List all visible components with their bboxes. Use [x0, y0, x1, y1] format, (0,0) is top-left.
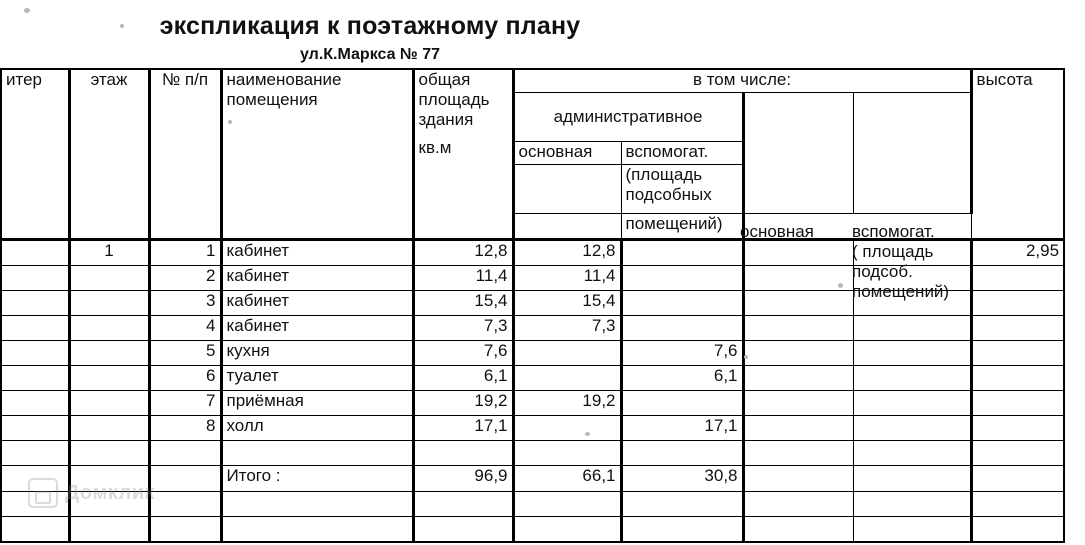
cell-admin-main: 19,2	[513, 391, 621, 416]
header-total-line1: общая	[418, 70, 471, 89]
cell-empty	[221, 517, 413, 543]
page-title: экспликация к поэтажному плану	[159, 12, 581, 40]
cell-other-aux	[853, 416, 971, 441]
table-row-empty	[1, 517, 1064, 543]
cell-total-area: 7,6	[413, 341, 513, 366]
cell-height	[971, 341, 1064, 366]
cell-other-aux	[853, 391, 971, 416]
cell-room-name: кабинет	[221, 266, 413, 291]
header-other-aux-group	[853, 93, 971, 214]
cell-admin-aux	[621, 291, 743, 316]
cell-liter	[1, 316, 69, 341]
total-number	[149, 466, 221, 492]
table-row-empty	[1, 492, 1064, 517]
cell-other-aux	[853, 341, 971, 366]
cell-other-main	[743, 441, 853, 466]
total-admin-main: 66,1	[513, 466, 621, 492]
cell-liter	[1, 416, 69, 441]
cell-admin-main: 12,8	[513, 240, 621, 266]
total-liter	[1, 466, 69, 492]
cell-room-name: приёмная	[221, 391, 413, 416]
header-room-name	[221, 69, 413, 240]
cell-empty	[69, 517, 149, 543]
cell-admin-main	[513, 416, 621, 441]
cell-empty	[621, 492, 743, 517]
cell-liter	[1, 441, 69, 466]
cell-liter	[1, 291, 69, 316]
cell-total-area: 12,8	[413, 240, 513, 266]
cell-empty	[1, 492, 69, 517]
cell-floor	[69, 341, 149, 366]
cell-admin-aux: 7,6	[621, 341, 743, 366]
cell-empty	[621, 517, 743, 543]
header-other-aux-line2: ( площадь	[852, 242, 934, 262]
header-other-main-group	[743, 93, 853, 214]
cell-admin-main: 11,4	[513, 266, 621, 291]
cell-other-aux	[853, 316, 971, 341]
header-including: в том числе:	[513, 69, 971, 93]
cell-room-name: холл	[221, 416, 413, 441]
cell-admin-aux	[621, 391, 743, 416]
cell-other-main	[743, 291, 853, 316]
cell-total-area: 6,1	[413, 366, 513, 391]
cell-number: 6	[149, 366, 221, 391]
header-admin-aux-line4: помещений)	[621, 214, 743, 240]
cell-total-area: 11,4	[413, 266, 513, 291]
cell-floor	[69, 416, 149, 441]
table-row	[1, 341, 1064, 366]
header-other-main-label: основная	[740, 222, 814, 241]
cell-number: 4	[149, 316, 221, 341]
cell-empty	[513, 492, 621, 517]
cell-height	[971, 291, 1064, 316]
header-total-line3: здания	[418, 110, 474, 130]
cell-room-name: туалет	[221, 366, 413, 391]
cell-admin-main	[513, 441, 621, 466]
cell-floor	[69, 391, 149, 416]
total-total-area: 96,9	[413, 466, 513, 492]
header-number: № п/п	[149, 69, 221, 240]
cell-room-name: кабинет	[221, 291, 413, 316]
cell-empty	[853, 492, 971, 517]
cell-room-name	[221, 441, 413, 466]
cell-other-main	[743, 341, 853, 366]
cell-empty	[743, 517, 853, 543]
cell-number: 1	[149, 240, 221, 266]
cell-empty	[971, 517, 1064, 543]
table-total-row	[1, 466, 1064, 492]
cell-total-area: 19,2	[413, 391, 513, 416]
table-row	[1, 391, 1064, 416]
header-liter: итер	[1, 69, 69, 240]
table-row	[1, 366, 1064, 391]
cell-floor	[69, 291, 149, 316]
header-administrative: административное	[513, 93, 743, 142]
header-admin-aux: вспомогат.	[621, 142, 743, 165]
table-row	[1, 316, 1064, 341]
cell-other-aux	[853, 366, 971, 391]
total-admin-aux: 30,8	[621, 466, 743, 492]
total-height	[971, 466, 1064, 492]
header-admin-main-spacer2	[513, 214, 621, 240]
header-total-line2: площадь	[418, 90, 490, 110]
header-other-aux-line4: помещений)	[852, 282, 950, 302]
cell-admin-aux	[621, 441, 743, 466]
cell-number: 8	[149, 416, 221, 441]
cell-empty	[413, 517, 513, 543]
cell-number: 3	[149, 291, 221, 316]
header-height: высота	[971, 69, 1064, 240]
cell-empty	[149, 517, 221, 543]
page-subtitle: ул.К.Маркса № 77	[299, 46, 440, 63]
cell-height	[971, 266, 1064, 291]
cell-empty	[853, 517, 971, 543]
cell-empty	[971, 492, 1064, 517]
header-admin-main-spacer	[513, 165, 621, 214]
cell-height: 2,95	[971, 240, 1064, 266]
cell-liter	[1, 266, 69, 291]
cell-empty	[413, 492, 513, 517]
header-admin-main: основная	[513, 142, 621, 165]
cell-empty	[1, 517, 69, 543]
cell-number: 2	[149, 266, 221, 291]
cell-admin-aux: 6,1	[621, 366, 743, 391]
cell-height	[971, 391, 1064, 416]
cell-admin-aux	[621, 240, 743, 266]
cell-total-area: 7,3	[413, 316, 513, 341]
cell-liter	[1, 240, 69, 266]
cell-admin-aux	[621, 266, 743, 291]
cell-other-main	[743, 391, 853, 416]
header-room-name-line1: наименование	[226, 70, 342, 89]
header-admin-aux-line3: подсобных	[625, 185, 712, 205]
cell-admin-aux: 17,1	[621, 416, 743, 441]
table-row	[1, 416, 1064, 441]
cell-height	[971, 416, 1064, 441]
total-other-main	[743, 466, 853, 492]
header-total-area	[413, 69, 513, 240]
cell-number: 5	[149, 341, 221, 366]
cell-height	[971, 366, 1064, 391]
cell-other-main	[743, 366, 853, 391]
header-other-aux-line3: подсоб.	[852, 262, 913, 282]
watermark-text: Домклик	[65, 481, 156, 504]
header-room-name-line2: помещения	[226, 90, 318, 110]
cell-liter	[1, 341, 69, 366]
cell-height	[971, 316, 1064, 341]
cell-total-area: 15,4	[413, 291, 513, 316]
cell-empty	[513, 517, 621, 543]
header-total-line4: кв.м	[418, 138, 452, 158]
header-other-aux-line1: вспомогат.	[852, 222, 935, 241]
cell-room-name: кабинет	[221, 240, 413, 266]
cell-height	[971, 441, 1064, 466]
header-other-main-label-wrap	[740, 222, 850, 242]
cell-total-area	[413, 441, 513, 466]
cell-number	[149, 441, 221, 466]
cell-other-main	[743, 266, 853, 291]
header-floor: этаж	[69, 69, 149, 240]
header-admin-aux-detail	[621, 165, 743, 214]
cell-liter	[1, 391, 69, 416]
cell-floor	[69, 266, 149, 291]
header-admin-aux-line2: (площадь	[625, 165, 703, 184]
cell-floor: 1	[69, 240, 149, 266]
cell-admin-main: 15,4	[513, 291, 621, 316]
cell-admin-main	[513, 341, 621, 366]
cell-admin-aux	[621, 316, 743, 341]
cell-other-main	[743, 316, 853, 341]
cell-empty	[221, 492, 413, 517]
cell-empty	[743, 492, 853, 517]
header-other-aux-label-wrap	[852, 222, 972, 302]
table-row	[1, 441, 1064, 466]
total-other-aux	[853, 466, 971, 492]
cell-room-name: кабинет	[221, 316, 413, 341]
cell-other-main	[743, 240, 853, 266]
cell-admin-main: 7,3	[513, 316, 621, 341]
cell-number: 7	[149, 391, 221, 416]
cell-liter	[1, 366, 69, 391]
cell-room-name: кухня	[221, 341, 413, 366]
total-label: Итого :	[221, 466, 413, 492]
total-floor	[69, 466, 149, 492]
cell-empty	[149, 492, 221, 517]
cell-other-main	[743, 416, 853, 441]
cell-floor	[69, 441, 149, 466]
explication-table	[0, 68, 1065, 543]
cell-floor	[69, 366, 149, 391]
cell-admin-main	[513, 366, 621, 391]
cell-total-area: 17,1	[413, 416, 513, 441]
cell-empty	[69, 492, 149, 517]
table-header-row-1	[1, 69, 1064, 93]
cell-floor	[69, 316, 149, 341]
cell-other-aux	[853, 441, 971, 466]
